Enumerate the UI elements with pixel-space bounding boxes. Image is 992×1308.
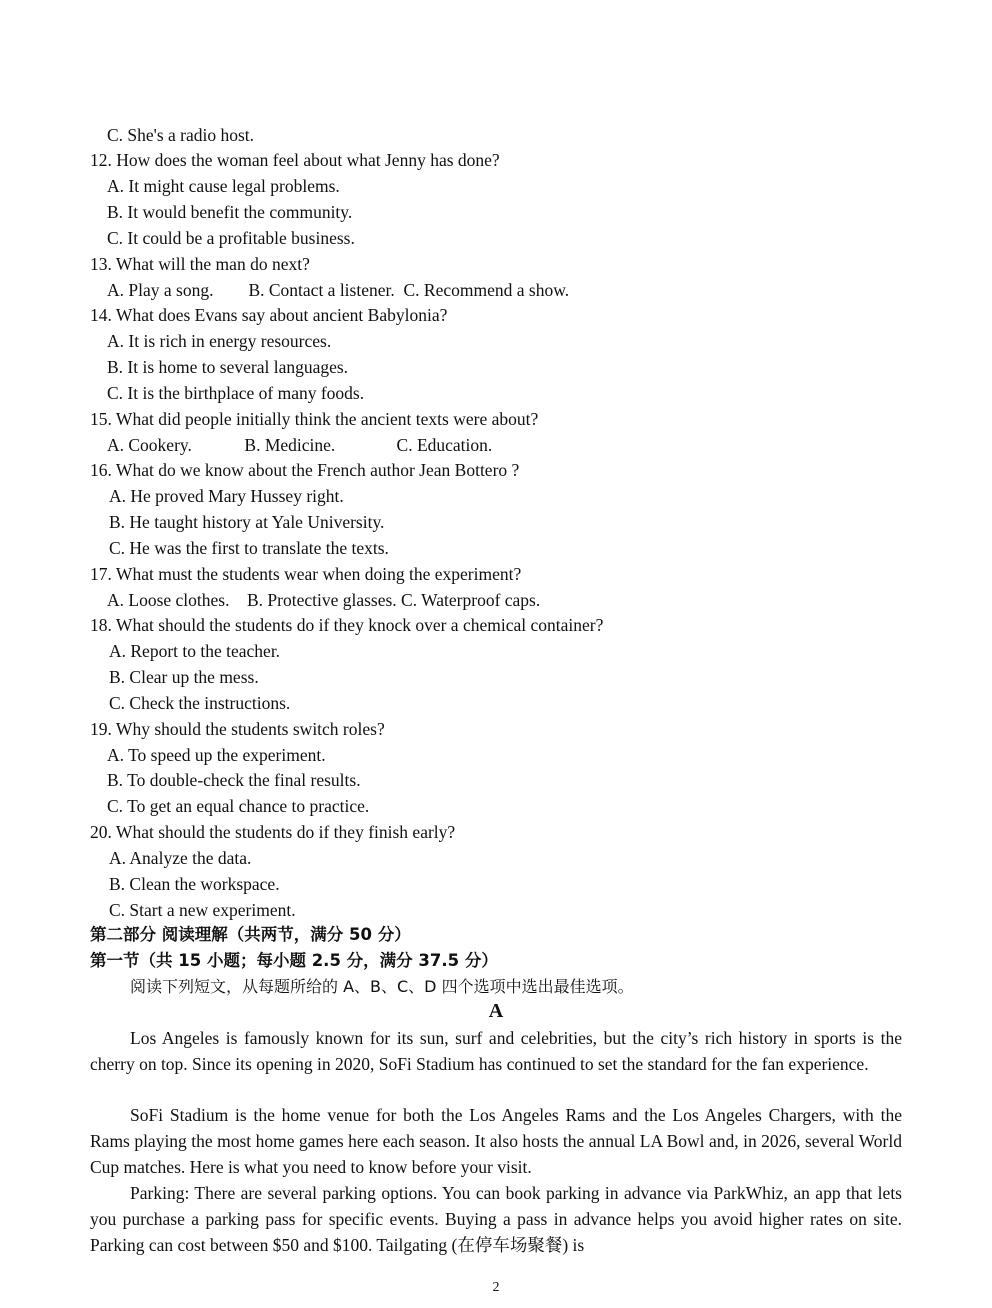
question-16-stem: 16. What do we know about the French author Jean Bottero ? bbox=[90, 460, 520, 480]
question-16-option-a: A. He proved Mary Hussey right. bbox=[109, 486, 344, 506]
part-heading: 第二部分 阅读理解（共两节，满分 50 分） bbox=[90, 925, 411, 944]
question-19-option-b: B. To double-check the final results. bbox=[107, 770, 361, 790]
question-14-option-c: C. It is the birthplace of many foods. bbox=[107, 383, 365, 403]
question-19-stem: 19. Why should the students switch roles? bbox=[90, 719, 385, 739]
question-12-option-b: B. It would benefit the community. bbox=[107, 202, 353, 222]
question-15-stem: 15. What did people initially think the ancient texts were about? bbox=[90, 409, 539, 429]
question-14-option-b: B. It is home to several languages. bbox=[107, 357, 349, 377]
question-12-stem: 12. How does the woman feel about what Jenny has done? bbox=[90, 150, 500, 170]
question-17-options: A. Loose clothes. B. Protective glasses. C. Waterproof caps. bbox=[107, 590, 541, 610]
question-19-option-c: C. To get an equal chance to practice. bbox=[107, 796, 370, 816]
option-text: C. She's a radio host. bbox=[107, 125, 255, 145]
question-20-option-a: A. Analyze the data. bbox=[109, 848, 252, 868]
passage-paragraph: SoFi Stadium is the home venue for both the Los Angeles Rams and the Los Angeles Chargers, with the Rams playing the most home games here each season. It also hosts the annual LA Bowl and, in 2026, several World Cup matches. Here is what you need to know before your visit. bbox=[90, 1105, 902, 1177]
question-18-option-a: A. Report to the teacher. bbox=[109, 641, 281, 661]
question-13-stem: 13. What will the man do next? bbox=[90, 254, 310, 274]
question-13-options: A. Play a song. B. Contact a listener. C. Recommend a show. bbox=[107, 280, 570, 300]
question-19-option-a: A. To speed up the experiment. bbox=[107, 745, 326, 765]
question-16-option-c: C. He was the first to translate the texts. bbox=[109, 538, 389, 558]
question-18-option-b: B. Clear up the mess. bbox=[109, 667, 259, 687]
question-12-option-a: A. It might cause legal problems. bbox=[107, 176, 340, 196]
question-14-option-a: A. It is rich in energy resources. bbox=[107, 331, 332, 351]
passage-title: A bbox=[488, 1000, 504, 1022]
question-20-stem: 20. What should the students do if they finish early? bbox=[90, 822, 456, 842]
section-heading: 第一节（共 15 小题；每小题 2.5 分，满分 37.5 分） bbox=[90, 951, 498, 970]
question-17-stem: 17. What must the students wear when doing the experiment? bbox=[90, 564, 522, 584]
question-20-option-c: C. Start a new experiment. bbox=[109, 900, 296, 920]
page-number: 2 bbox=[492, 1280, 500, 1295]
question-16-option-b: B. He taught history at Yale University. bbox=[109, 512, 385, 532]
question-14-stem: 14. What does Evans say about ancient Babylonia? bbox=[90, 305, 448, 325]
question-15-options: A. Cookery. B. Medicine. C. Education. bbox=[107, 435, 493, 455]
instructions: 阅读下列短文，从每题所给的 A、B、C、D 四个选项中选出最佳选项。 bbox=[130, 977, 634, 996]
question-18-option-c: C. Check the instructions. bbox=[109, 693, 291, 713]
passage-paragraph: Parking: There are several parking options. You can book parking in advance via ParkWhiz, an app that lets you purchase a parking pass for specific events. Buying a pass in advance helps you avoid higher rates on site. Parking can cost between $50 and $100. Tailgating (在停车场聚餐) is bbox=[90, 1183, 902, 1255]
question-20-option-b: B. Clean the workspace. bbox=[109, 874, 280, 894]
question-18-stem: 18. What should the students do if they knock over a chemical container? bbox=[90, 615, 604, 635]
passage-paragraph: Los Angeles is famously known for its sun, surf and celebrities, but the city’s rich history in sports is the cherry on top. Since its opening in 2020, SoFi Stadium has continued to set the standard for the fan experience. bbox=[90, 1028, 902, 1074]
question-12-option-c: C. It could be a profitable business. bbox=[107, 228, 355, 248]
